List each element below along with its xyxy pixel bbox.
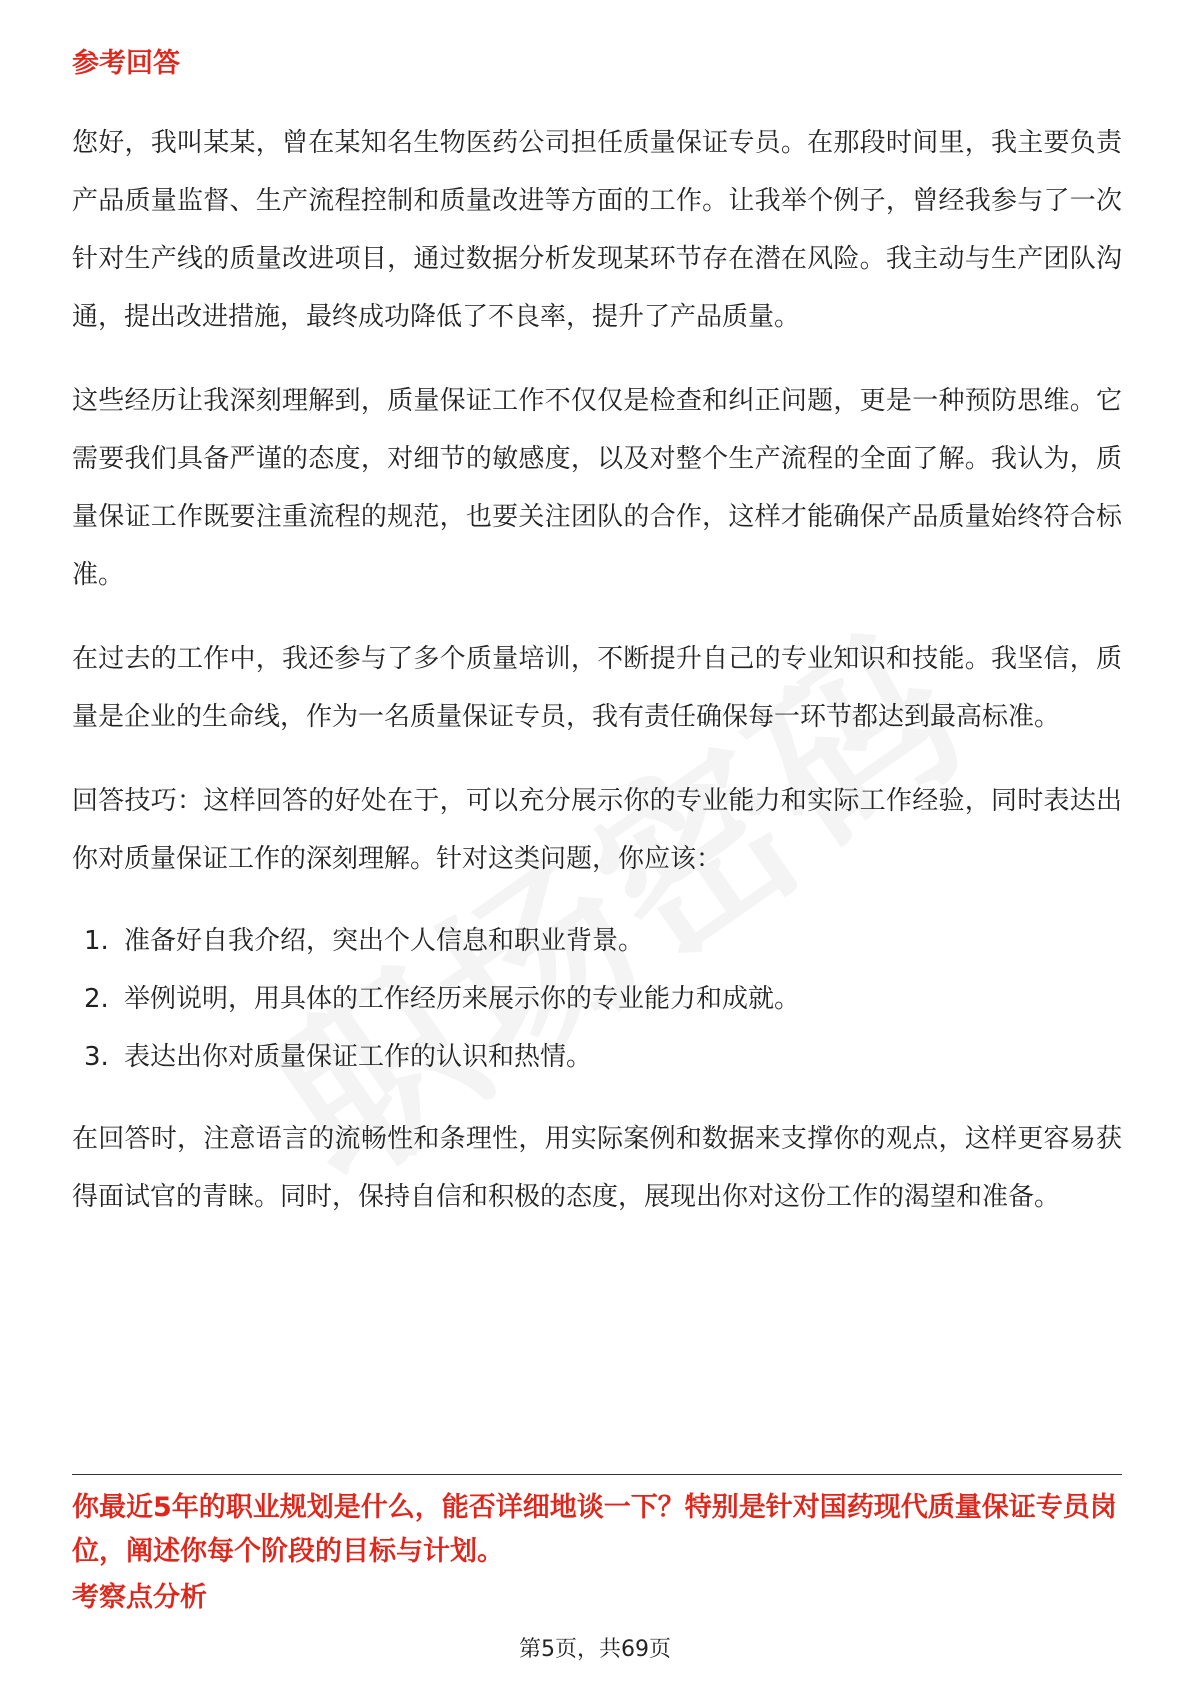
section-divider — [72, 1474, 1122, 1475]
tips-list — [72, 912, 1122, 1086]
answer-paragraph-3: 在过去的工作中，我还参与了多个质量培训，不断提升自己的专业知识和技能。我坚信，质量是企业的生命线，作为一名质量保证专员，我有责任确保每一环节都达到最高标准。 — [72, 644, 1122, 732]
list-item-number: 2. — [84, 984, 109, 1014]
analysis-heading: 考察点分析 — [72, 1582, 207, 1613]
answer-heading: 参考回答 — [72, 48, 180, 79]
tips-intro: 回答技巧：这样回答的好处在于，可以充分展示你的专业能力和实际工作经验，同时表达出你对质量保证工作的深刻理解。针对这类问题，你应该： — [72, 786, 1122, 874]
page-content — [72, 44, 1122, 1226]
list-item — [72, 912, 1122, 970]
list-item — [72, 1028, 1122, 1086]
list-item-text: 举例说明，用具体的工作经历来展示你的专业能力和成就。 — [124, 984, 801, 1014]
list-item — [72, 970, 1122, 1028]
answer-paragraph-1: 您好，我叫某某，曾在某知名生物医药公司担任质量保证专员。在那段时间里，我主要负责产品质量监督、生产流程控制和质量改进等方面的工作。让我举个例子，曾经我参与了一次针对生产线的质量改进项目，通过数据分析发现某环节存在潜在风险。我主动与生产团队沟通，提出改进措施，最终成功降低了不良率，提升了产品质量。 — [72, 128, 1122, 332]
list-item-number: 3. — [84, 1042, 109, 1072]
answer-paragraph-2: 这些经历让我深刻理解到，质量保证工作不仅仅是检查和纠正问题，更是一种预防思维。它需要我们具备严谨的态度，对细节的敏感度，以及对整个生产流程的全面了解。我认为，质量保证工作既要注重流程的规范，也要关注团队的合作，这样才能确保产品质量始终符合标准。 — [72, 386, 1122, 590]
tips-closing: 在回答时，注意语言的流畅性和条理性，用实际案例和数据来支撑你的观点，这样更容易获得面试官的青睐。同时，保持自信和积极的态度，展现出你对这份工作的渴望和准备。 — [72, 1124, 1122, 1212]
next-question: 你最近5年的职业规划是什么，能否详细地谈一下？特别是针对国药现代质量保证专员岗位，阐述你每个阶段的目标与计划。 — [72, 1492, 1117, 1567]
page-number: 第5页，共69页 — [519, 1637, 671, 1662]
list-item-text: 准备好自我介绍，突出个人信息和职业背景。 — [124, 926, 645, 956]
list-item-text: 表达出你对质量保证工作的认识和热情。 — [124, 1042, 593, 1072]
list-item-number: 1. — [84, 926, 109, 956]
